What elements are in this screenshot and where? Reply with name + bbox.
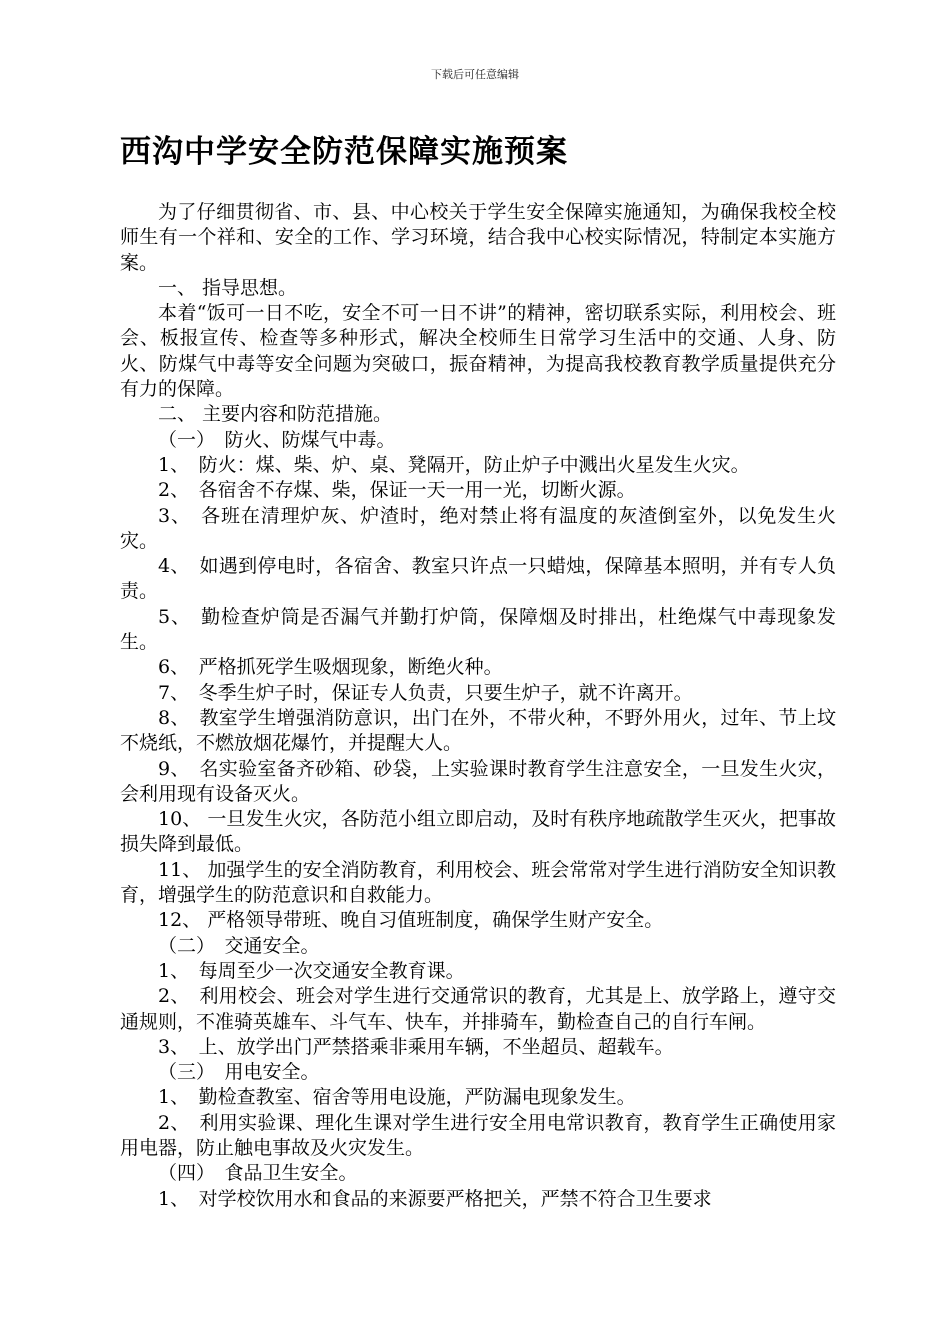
food-item-1: 1、 对学校饮用水和食品的来源要严格把关，严禁不符合卫生要求 xyxy=(158,1187,712,1210)
fire-item-5: 5、 勤检查炉筒是否漏气并勤打炉筒，保障烟及时排出，杜绝煤气中毒现象发生。 xyxy=(120,605,836,654)
subsection-heading-electricity: （三） 用电安全。 xyxy=(158,1061,320,1084)
subsection-heading-traffic: （二） 交通安全。 xyxy=(158,934,320,957)
guiding-thought-paragraph: 本着“饭可一日不吃，安全不可一日不讲”的精神，密切联系实际，利用校会、班会、板报宣传、检查等多种形式，解决全校师生日常学习生活中的交通、人身、防火、防煤气中毒等安全问题为突破口，振奋精神，为提高我校教育教学质量提供充分有力的保障。 xyxy=(120,302,836,401)
fire-item-8: 8、 教室学生增强消防意识，出门在外，不带火种，不野外用火，过年、节上坟不烧纸，不燃放烟花爆竹，并提醒大人。 xyxy=(120,706,836,755)
fire-item-10: 10、 一旦发生火灾，各防范小组立即启动，及时有秩序地疏散学生灭火，把事故损失降到最低。 xyxy=(120,808,836,856)
traffic-item-3: 3、 上、放学出门严禁搭乘非乘用车辆，不坐超员、超载车。 xyxy=(158,1035,674,1058)
fire-item-3: 3、 各班在清理炉灰、炉渣时，绝对禁止将有温度的灰渣倒室外，以免发生火灾。 xyxy=(120,504,836,552)
header-note: 下载后可任意编辑 xyxy=(431,68,519,81)
subsection-heading-food: （四） 食品卫生安全。 xyxy=(158,1162,358,1185)
electricity-item-2: 2、 利用实验课、理化生课对学生进行安全用电常识教育，教育学生正确使用家用电器，防止触电事故及火灾发生。 xyxy=(120,1111,836,1159)
fire-item-12: 12、 严格领导带班、晚自习值班制度，确保学生财产安全。 xyxy=(158,909,664,932)
subsection-heading-fire: （一） 防火、防煤气中毒。 xyxy=(158,428,396,451)
section-heading-main-content: 二、 主要内容和防范措施。 xyxy=(158,403,393,426)
fire-item-11: 11、 加强学生的安全消防教育，利用校会、班会常常对学生进行消防安全知识教育，增强学生的防范意识和自救能力。 xyxy=(120,858,836,907)
document-body xyxy=(120,200,836,1212)
fire-item-2: 2、 各宿舍不存煤、柴，保证一天一用一光，切断火源。 xyxy=(158,479,636,502)
fire-item-1: 1、 防火：煤、柴、炉、桌、凳隔开，防止炉子中溅出火星发生火灾。 xyxy=(158,453,750,476)
fire-item-7: 7、 冬季生炉子时，保证专人负责，只要生炉子，就不许离开。 xyxy=(158,681,693,704)
fire-item-6: 6、 严格抓死学生吸烟现象，断绝火种。 xyxy=(158,656,503,679)
intro-paragraph: 为了仔细贯彻省、市、县、中心校关于学生安全保障实施通知，为确保我校全校师生有一个祥和、安全的工作、学习环境，结合我中心校实际情况，特制定本实施方案。 xyxy=(120,201,836,274)
document-title: 西沟中学安全防范保障实施预案 xyxy=(120,134,568,170)
section-heading-guiding-thought: 一、 指导思想。 xyxy=(158,276,298,299)
traffic-item-1: 1、 每周至少一次交通安全教育课。 xyxy=(158,959,465,982)
fire-item-4: 4、 如遇到停电时，各宿舍、教室只许点一只蜡烛，保障基本照明，并有专人负责。 xyxy=(120,555,836,603)
electricity-item-1: 1、 勤检查教室、宿舍等用电设施，严防漏电现象发生。 xyxy=(158,1086,636,1109)
traffic-item-2: 2、 利用校会、班会对学生进行交通常识的教育，尤其是上、放学路上，遵守交通规则，不准骑英雄车、斗气车、快车，并排骑车，勤检查自己的自行车闸。 xyxy=(120,985,836,1033)
fire-item-9: 9、 名实验室备齐砂箱、砂袋，上实验课时教育学生注意安全，一旦发生火灾，会利用现有设备灭火。 xyxy=(120,757,836,805)
